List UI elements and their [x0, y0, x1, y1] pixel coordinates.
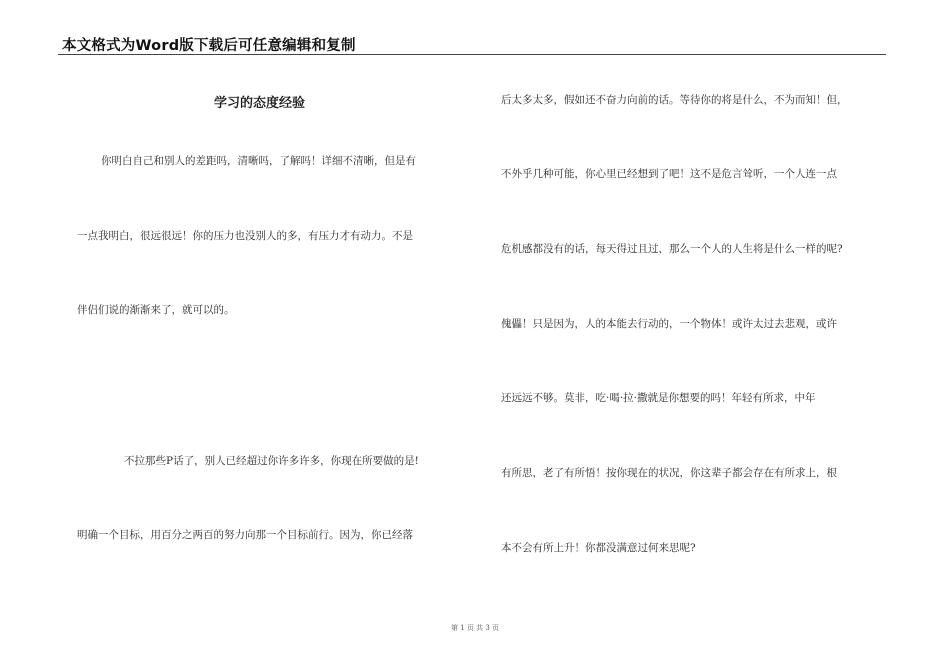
- paragraph-line: 伴侣们说的渐渐来了，就可以的。: [77, 304, 235, 316]
- header-divider: [58, 54, 886, 55]
- document-title: 学习的态度经验: [214, 96, 306, 111]
- paragraph-line: 不外乎几种可能，你心里已经想到了吧！这不是危言耸听，一个人连一点: [501, 168, 837, 180]
- paragraph-line: 一点我明白，很远很远！你的压力也没别人的多，有压力才有动力。不是: [77, 230, 413, 242]
- paragraph-line: 你明白自己和别人的差距吗，清晰吗，了解吗！详细不清晰，但是有: [101, 155, 416, 167]
- paragraph-line: 本不会有所上升！你都没满意过何来思呢?: [501, 542, 696, 554]
- paragraph-line: 还远远不够。莫非，吃·喝·拉·撒就是你想要的吗！年轻有所求，中年: [501, 392, 816, 404]
- paragraph-line: 有所思，老了有所悟！按你现在的状况，你这辈子都会存在有所求上，根: [501, 467, 837, 479]
- page-number-footer: 第 1 页 共 3 页: [450, 624, 500, 632]
- paragraph-line: 后太多太多，假如还不奋力向前的话。等待你的将是什么，不为而知！但，: [501, 94, 848, 106]
- paragraph-line: 不拉那些P话了，别人已经超过你许多许多，你现在所要做的是!: [124, 455, 419, 467]
- paragraph-line: 明确一个目标，用百分之两百的努力向那一个目标前行。因为，你已经落: [77, 529, 413, 541]
- header-banner: 本文格式为Word版下载后可任意编辑和复制: [62, 38, 356, 54]
- paragraph-line: 危机感都没有的话，每天得过且过，那么一个人的人生将是什么一样的呢?: [501, 243, 843, 255]
- paragraph-line: 傀儡！只是因为，人的本能去行动的，一个物体！或许太过去悲观，或许: [501, 318, 837, 330]
